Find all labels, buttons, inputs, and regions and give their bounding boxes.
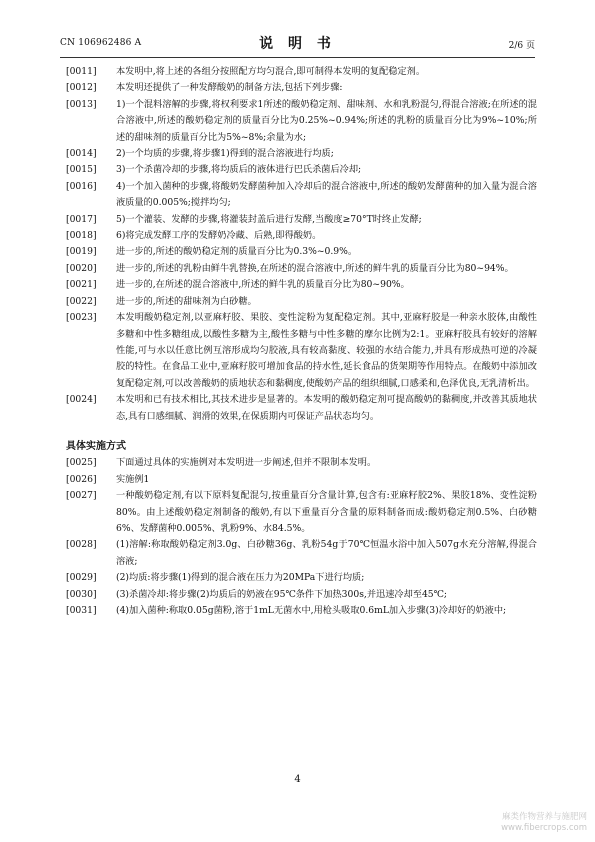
paragraph-number: [0025] bbox=[66, 457, 97, 469]
paragraph-text: 下面通过具体的实施例对本发明进一步阐述,但并不限制本发明。 bbox=[116, 457, 377, 469]
watermark-site-name: 麻类作物营养与施肥网 bbox=[501, 812, 587, 822]
paragraph-text: 2)一个均质的步骤,将步骤1)得到的混合溶液进行均质; bbox=[116, 148, 334, 160]
paragraph bbox=[66, 64, 537, 80]
paragraph bbox=[66, 277, 537, 293]
paragraph bbox=[66, 603, 537, 619]
paragraph-text: (3)杀菌冷却:将步骤(2)均质后的奶液在95℃条件下加热300s,并迅速冷却至45℃; bbox=[116, 588, 448, 600]
paragraph-text: 一种酸奶稳定剂,有以下原料复配混匀,按重量百分含量计算,包含有:亚麻籽胶2%、果胶18%、变性淀粉80%。由上述酸奶稳定剂制备的酸奶,有以下重量百分含量的原料制备而成:酸奶稳定剂0.5%、白砂糖6%、发酵菌种0.005%、乳粉9%、水84.5%。 bbox=[116, 490, 537, 534]
paragraph bbox=[66, 97, 537, 146]
paragraph bbox=[66, 587, 537, 603]
paragraph bbox=[66, 310, 537, 392]
paragraph-number: [0030] bbox=[66, 588, 97, 600]
paragraph bbox=[66, 261, 537, 277]
paragraph-number: [0016] bbox=[66, 180, 97, 192]
site-watermark bbox=[501, 812, 587, 834]
document-title: 说 明 书 bbox=[259, 36, 336, 52]
paragraph-number: [0028] bbox=[66, 539, 97, 551]
paragraph-text: (1)溶解:称取酸奶稳定剂3.0g、白砂糖36g、乳粉54g于70℃恒温水浴中加入507g水充分溶解,得混合溶液; bbox=[116, 539, 537, 567]
paragraph-text: 进一步的,所述的酸奶稳定剂的质量百分比为0.3%~0.9%。 bbox=[116, 246, 358, 258]
paragraph bbox=[66, 244, 537, 260]
document-body bbox=[66, 64, 537, 619]
paragraph bbox=[66, 212, 537, 228]
paragraph-number: [0020] bbox=[66, 262, 97, 274]
paragraph-text: 4)一个加入菌种的步骤,将酸奶发酵菌种加入冷却后的混合溶液中,所述的酸奶发酵菌种的加入量为混合溶液质量的0.005%;搅拌均匀; bbox=[116, 180, 537, 209]
paragraph-number: [0019] bbox=[66, 246, 97, 258]
paragraph-number: [0013] bbox=[66, 98, 97, 110]
paragraph bbox=[66, 228, 537, 244]
section-heading: 具体实施方式 bbox=[66, 440, 126, 452]
paragraph bbox=[66, 80, 537, 96]
paragraph-number: [0024] bbox=[66, 394, 97, 406]
paragraph-number: [0023] bbox=[66, 312, 97, 324]
paragraph-text: 本发明还提供了一种发酵酸奶的制备方法,包括下列步骤: bbox=[116, 82, 343, 94]
page-indicator: 2/6 页 bbox=[508, 41, 535, 51]
paragraph bbox=[66, 294, 537, 310]
paragraph-text: 本发明和已有技术相比,其技术进步是显著的。本发明的酸奶稳定剂可提高酸奶的黏稠度,并改善其质地状态,具有口感细腻、润滑的效果,在保质期内可保证产品状态均匀。 bbox=[116, 394, 537, 422]
paragraph-number: [0015] bbox=[66, 164, 97, 176]
paragraph-number: [0018] bbox=[66, 230, 97, 242]
paragraph bbox=[66, 537, 537, 570]
paragraph-text: 进一步的,所述的乳粉由鲜牛乳替换,在所述的混合溶液中,所述的鲜牛乳的质量百分比为80~94%。 bbox=[116, 262, 514, 274]
paragraph-text: 实施例1 bbox=[116, 473, 150, 485]
paragraph-number: [0031] bbox=[66, 605, 97, 616]
paragraph-text: 1)一个混料溶解的步骤,将权利要求1所述的酸奶稳定剂、甜味剂、水和乳粉混匀,得混合溶液;在所述的混合溶液中,所述的酸奶稳定剂的质量百分比为0.25%~0.94%;所述的乳粉的质量百分比为9%~10%;所述的甜味剂的质量百分比为5%~8%;余量为水; bbox=[116, 98, 537, 143]
paragraph bbox=[66, 392, 537, 425]
paragraph bbox=[66, 179, 537, 212]
paragraph-number: [0017] bbox=[66, 213, 97, 225]
paragraph bbox=[66, 472, 537, 488]
paragraph bbox=[66, 488, 537, 537]
watermark-url: www.fibercrops.com bbox=[501, 823, 587, 833]
paragraph-text: 本发明酸奶稳定剂,以亚麻籽胶、果胶、变性淀粉为复配稳定剂。其中,亚麻籽胶是一种亲水胶体,由酸性多糖和中性多糖组成,以酸性多糖为主,酸性多糖与中性多糖的摩尔比例为2:1。亚麻籽胶具有较好的溶解性能,可与水以任意比例互溶形成均匀胶液,具有较高黏度、较强的水结合能力,并具有形成热可逆的冷凝胶的特性。在食品工业中,亚麻籽胶可增加食品的持水性,延长食品的货架期等作用特点。在酸奶中添加改复配稳定剂,可以改善酸奶的质地状态和黏稠度,使酸奶产品的组织细腻,口感柔和,色泽优良,无乳清析出。 bbox=[116, 312, 537, 389]
paragraph bbox=[66, 570, 537, 586]
header-divider bbox=[60, 57, 535, 58]
paragraph-text: 本发明中,将上述的各组分按照配方均匀混合,即可制得本发明的复配稳定剂。 bbox=[116, 66, 426, 77]
paragraph-number: [0022] bbox=[66, 295, 97, 307]
page-number: 4 bbox=[294, 774, 301, 785]
paragraph-text: 5)一个灌装、发酵的步骤,将灌装封盖后进行发酵,当酸度≥70°T时终止发酵; bbox=[116, 213, 422, 225]
paragraph-text: 3)一个杀菌冷却的步骤,将均质后的液体进行巴氏杀菌后冷却; bbox=[116, 164, 362, 176]
paragraph-number: [0012] bbox=[66, 82, 97, 94]
paragraph-text: 6)将完成发酵工序的发酵奶冷藏、后熟,即得酸奶。 bbox=[116, 230, 322, 242]
paragraph-number: [0029] bbox=[66, 572, 97, 584]
document-number: CN 106962486 A bbox=[60, 38, 142, 48]
paragraph-list-description bbox=[66, 64, 537, 425]
paragraph bbox=[66, 162, 537, 178]
paragraph-number: [0027] bbox=[66, 490, 97, 502]
page-header bbox=[60, 33, 535, 55]
paragraph-number: [0011] bbox=[66, 66, 97, 77]
paragraph-number: [0021] bbox=[66, 279, 97, 291]
paragraph-text: (2)均质:将步骤(1)得到的混合液在压力为20MPa下进行均质; bbox=[116, 572, 365, 584]
paragraph-number: [0026] bbox=[66, 473, 97, 485]
paragraph-number: [0014] bbox=[66, 148, 97, 160]
paragraph-text: (4)加入菌种:称取0.05g菌粉,溶于1mL无菌水中,用枪头吸取0.6mL加入步骤(3)冷却好的奶液中; bbox=[116, 605, 507, 616]
paragraph bbox=[66, 146, 537, 162]
paragraph-text: 进一步的,在所述的混合溶液中,所述的鲜牛乳的质量百分比为80~90%。 bbox=[116, 279, 410, 291]
paragraph-text: 进一步的,所述的甜味剂为白砂糖。 bbox=[116, 295, 257, 307]
paragraph-list-embodiments bbox=[66, 455, 537, 619]
paragraph bbox=[66, 455, 537, 471]
